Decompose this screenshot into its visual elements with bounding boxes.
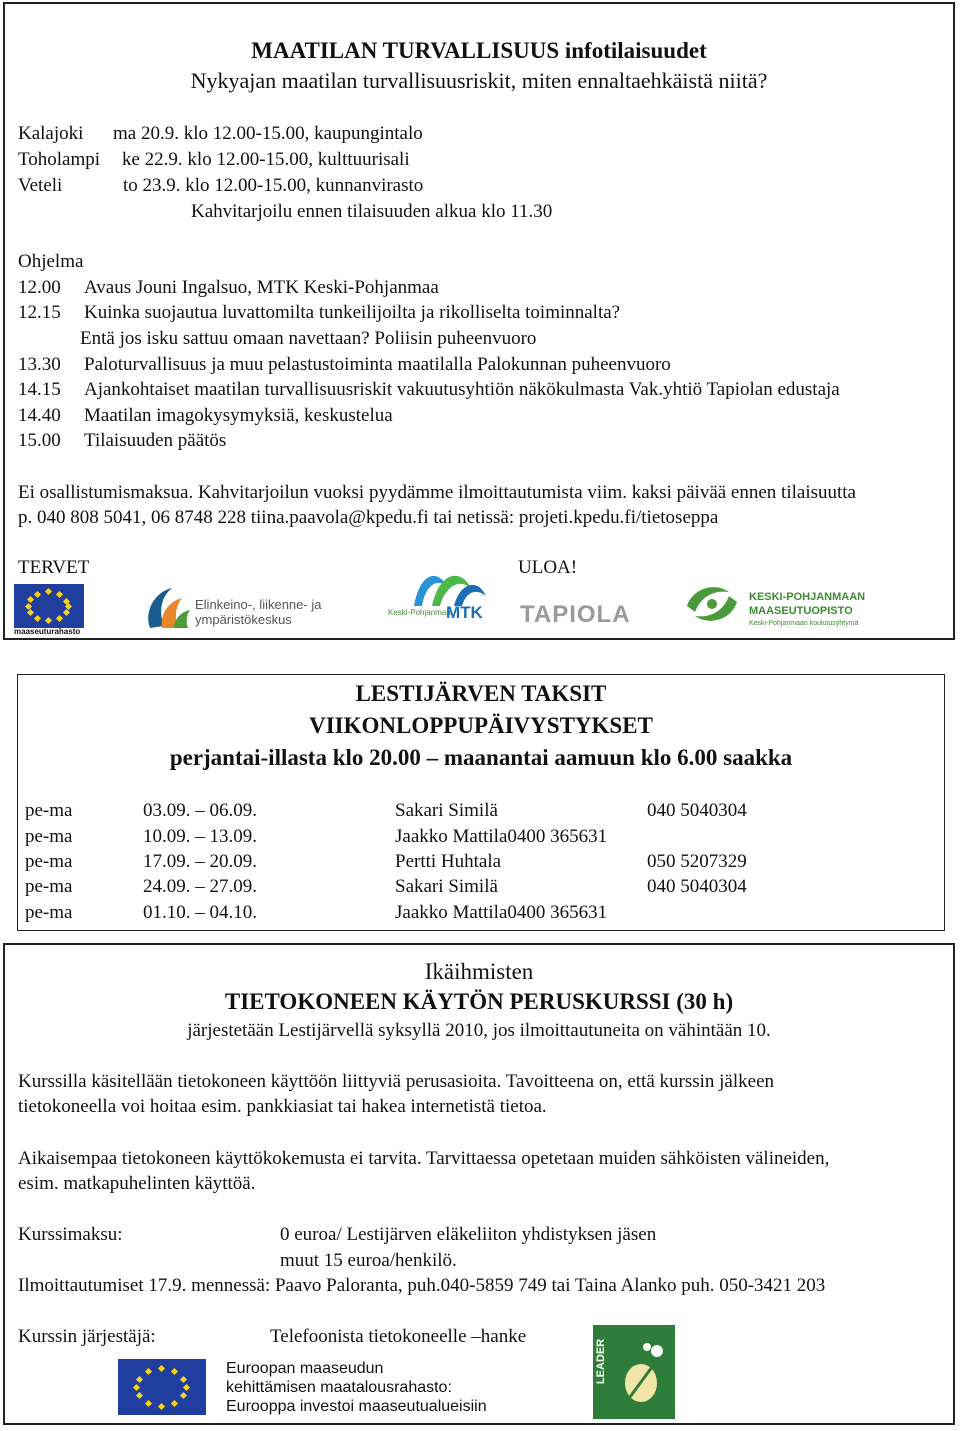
kurssi-title-small: Ikäihmisten [424,959,534,984]
ely-logo-text: ympäristökeskus [195,612,292,627]
eu-logo-caption: maaseuturahasto [14,627,81,636]
taksi-dates: 17.09. – 20.09. [143,851,257,872]
infotilaisuus-box [3,2,955,640]
organizer-value: Telefoonista tietokoneelle –hanke [270,1326,527,1347]
kurssi-subtitle: järjestetään Lestijärvellä syksyllä 2010, jos ilmoittautuneita on vähintään 10. [187,1020,771,1041]
taksi-dates: 24.09. – 27.09. [143,876,257,897]
fee-note: Ei osallistumismaksua. Kahvitarjoilun vuoksi pyydämme ilmoittautumista viim. kaksi päivää ennen tilaisuutta [18,482,856,503]
ely-logo-text: Elinkeino-, liikenne- ja [195,597,322,612]
maaseutuopisto-logo-text: Keski-Pohjanmaan koulutusyhtymä [749,620,859,627]
taksit-hours: perjantai-illasta klo 20.00 – maanantai aamuun klo 6.00 saakka [169,745,793,770]
eu-flag-logo [118,1359,206,1415]
fee-value: muut 15 euroa/henkilö. [280,1250,457,1271]
program-time: 14.15 [18,379,61,400]
program-text: Kuinka suojautua luvattomilta tunkeilijoilta ja rikolliselta toiminnalta? [84,302,621,323]
taksi-name: Pertti Huhtala [395,851,502,872]
kurssi-paragraph: Aikaisempaa tietokoneen käyttökokemusta ei tarvita. Tarvittaessa opetetaan muiden sähköisten välineiden, [18,1148,830,1169]
mtk-logo-text: MTK [446,603,483,622]
leader-leaf-icon [615,1339,671,1411]
taksi-name: Sakari Similä [395,876,498,897]
taksi-name: Jaakko Mattila0400 365631 [395,826,608,847]
event-when: ke 22.9. klo 12.00-15.00, kulttuurisali [122,149,410,170]
eu-fund-text: kehittämisen maatalousrahasto: [226,1379,452,1396]
leader-logo [593,1325,675,1419]
taksi-days: pe-ma [25,826,73,847]
program-time: 12.00 [18,277,61,298]
organizer-label: Kurssin järjestäjä: [18,1326,156,1347]
kurssi-paragraph: Kurssilla käsitellään tietokoneen käyttöön liittyviä perusasioita. Tavoitteena on, että kurssin jälkeen [18,1071,775,1092]
welcome-right: ULOA! [518,557,578,578]
program-text: Maatilan imagokysymyksiä, keskustelua [84,405,393,426]
registration-note: Ilmoittautumiset 17.9. mennessä: Paavo Paloranta, puh.040-5859 749 tai Taina Alanko puh. 050-3421 203 [18,1275,826,1296]
leader-logo-text: LEADER [595,1338,608,1385]
program-time: 13.30 [18,354,61,375]
eu-fund-text: Eurooppa investoi maaseutualueisiin [226,1398,487,1415]
event-place: Kalajoki [18,123,84,144]
maaseutuopisto-logo-text: MAASEUTUOPISTO [749,605,853,617]
event-place: Toholampi [18,149,101,170]
taksi-name: Sakari Similä [395,800,498,821]
mtk-logo-small-text: Keski-Pohjanmaa [388,608,451,617]
taksit-subtitle: VIIKONLOPPUPÄIVYSTYKSET [309,713,653,738]
program-heading: Ohjelma [18,251,84,272]
event-place: Veteli [18,175,63,196]
kurssi-title: TIETOKONEEN KÄYTÖN PERUSKURSSI (30 h) [224,989,734,1014]
program-text: Tilaisuuden päätös [84,430,227,451]
coffee-note: Kahvitarjoilu ennen tilaisuuden alkua klo 11.30 [191,201,553,222]
taksi-phone: 040 5040304 [647,800,747,821]
program-time: 14.40 [18,405,61,426]
taksi-days: pe-ma [25,902,73,923]
ely-logo-icon [140,582,194,634]
taksi-dates: 01.10. – 04.10. [143,902,257,923]
taksi-phone: 050 5207329 [647,851,747,872]
contact-note: p. 040 808 5041, 06 8748 228 tiina.paavola@kpedu.fi tai netissä: projeti.kpedu.fi/tietoseppa [18,507,719,528]
taksi-dates: 03.09. – 06.09. [143,800,257,821]
event-when: ma 20.9. klo 12.00-15.00, kaupungintalo [113,123,423,144]
program-text: Paloturvallisuus ja muu pelastustoiminta maatilalla Palokunnan puheenvuoro [84,354,671,375]
program-time: 12.15 [18,302,61,323]
infotilaisuus-title: MAATILAN TURVALLISUUS infotilaisuudet [251,38,707,63]
maaseutuopisto-logo-icon [685,582,739,626]
taksi-days: pe-ma [25,800,73,821]
event-when: to 23.9. klo 12.00-15.00, kunnanvirasto [123,175,424,196]
program-text: Entä jos isku sattuu omaan navettaan? Poliisin puheenvuoro [80,328,537,349]
eu-fund-text: Euroopan maaseudun [226,1360,384,1377]
program-time: 15.00 [18,430,61,451]
fee-label: Kurssimaksu: [18,1224,123,1245]
kurssi-paragraph: esim. matkapuhelinten käyttöä. [18,1173,256,1194]
taksi-days: pe-ma [25,851,73,872]
taksit-box [17,674,945,931]
program-text: Ajankohtaiset maatilan turvallisuusriskit vakuutusyhtiön näkökulmasta Vak.yhtiö Tapiolan edustaja [84,379,840,400]
eu-flag-logo [14,584,84,628]
taksi-days: pe-ma [25,876,73,897]
fee-value: 0 euroa/ Lestijärven eläkeliiton yhdistyksen jäsen [280,1224,657,1245]
mtk-logo-icon [410,566,490,608]
tapiola-logo: TAPIOLA [520,601,631,628]
taksi-phone: 040 5040304 [647,876,747,897]
infotilaisuus-subtitle: Nykyajan maatilan turvallisuusriskit, miten ennaltaehkäistä niitä? [190,68,768,93]
taksi-name: Jaakko Mattila0400 365631 [395,902,608,923]
maaseutuopisto-logo-text: KESKI-POHJANMAAN [749,591,866,603]
kurssi-paragraph: tietokoneella voi hoitaa esim. pankkiasiat tai hakea internetistä tietoa. [18,1096,547,1117]
taksi-dates: 10.09. – 13.09. [143,826,257,847]
kurssi-box [3,943,955,1425]
welcome-left: TERVET [18,557,90,578]
taksit-title: LESTIJÄRVEN TAKSIT [355,681,607,706]
program-text: Avaus Jouni Ingalsuo, MTK Keski-Pohjanmaa [84,277,439,298]
